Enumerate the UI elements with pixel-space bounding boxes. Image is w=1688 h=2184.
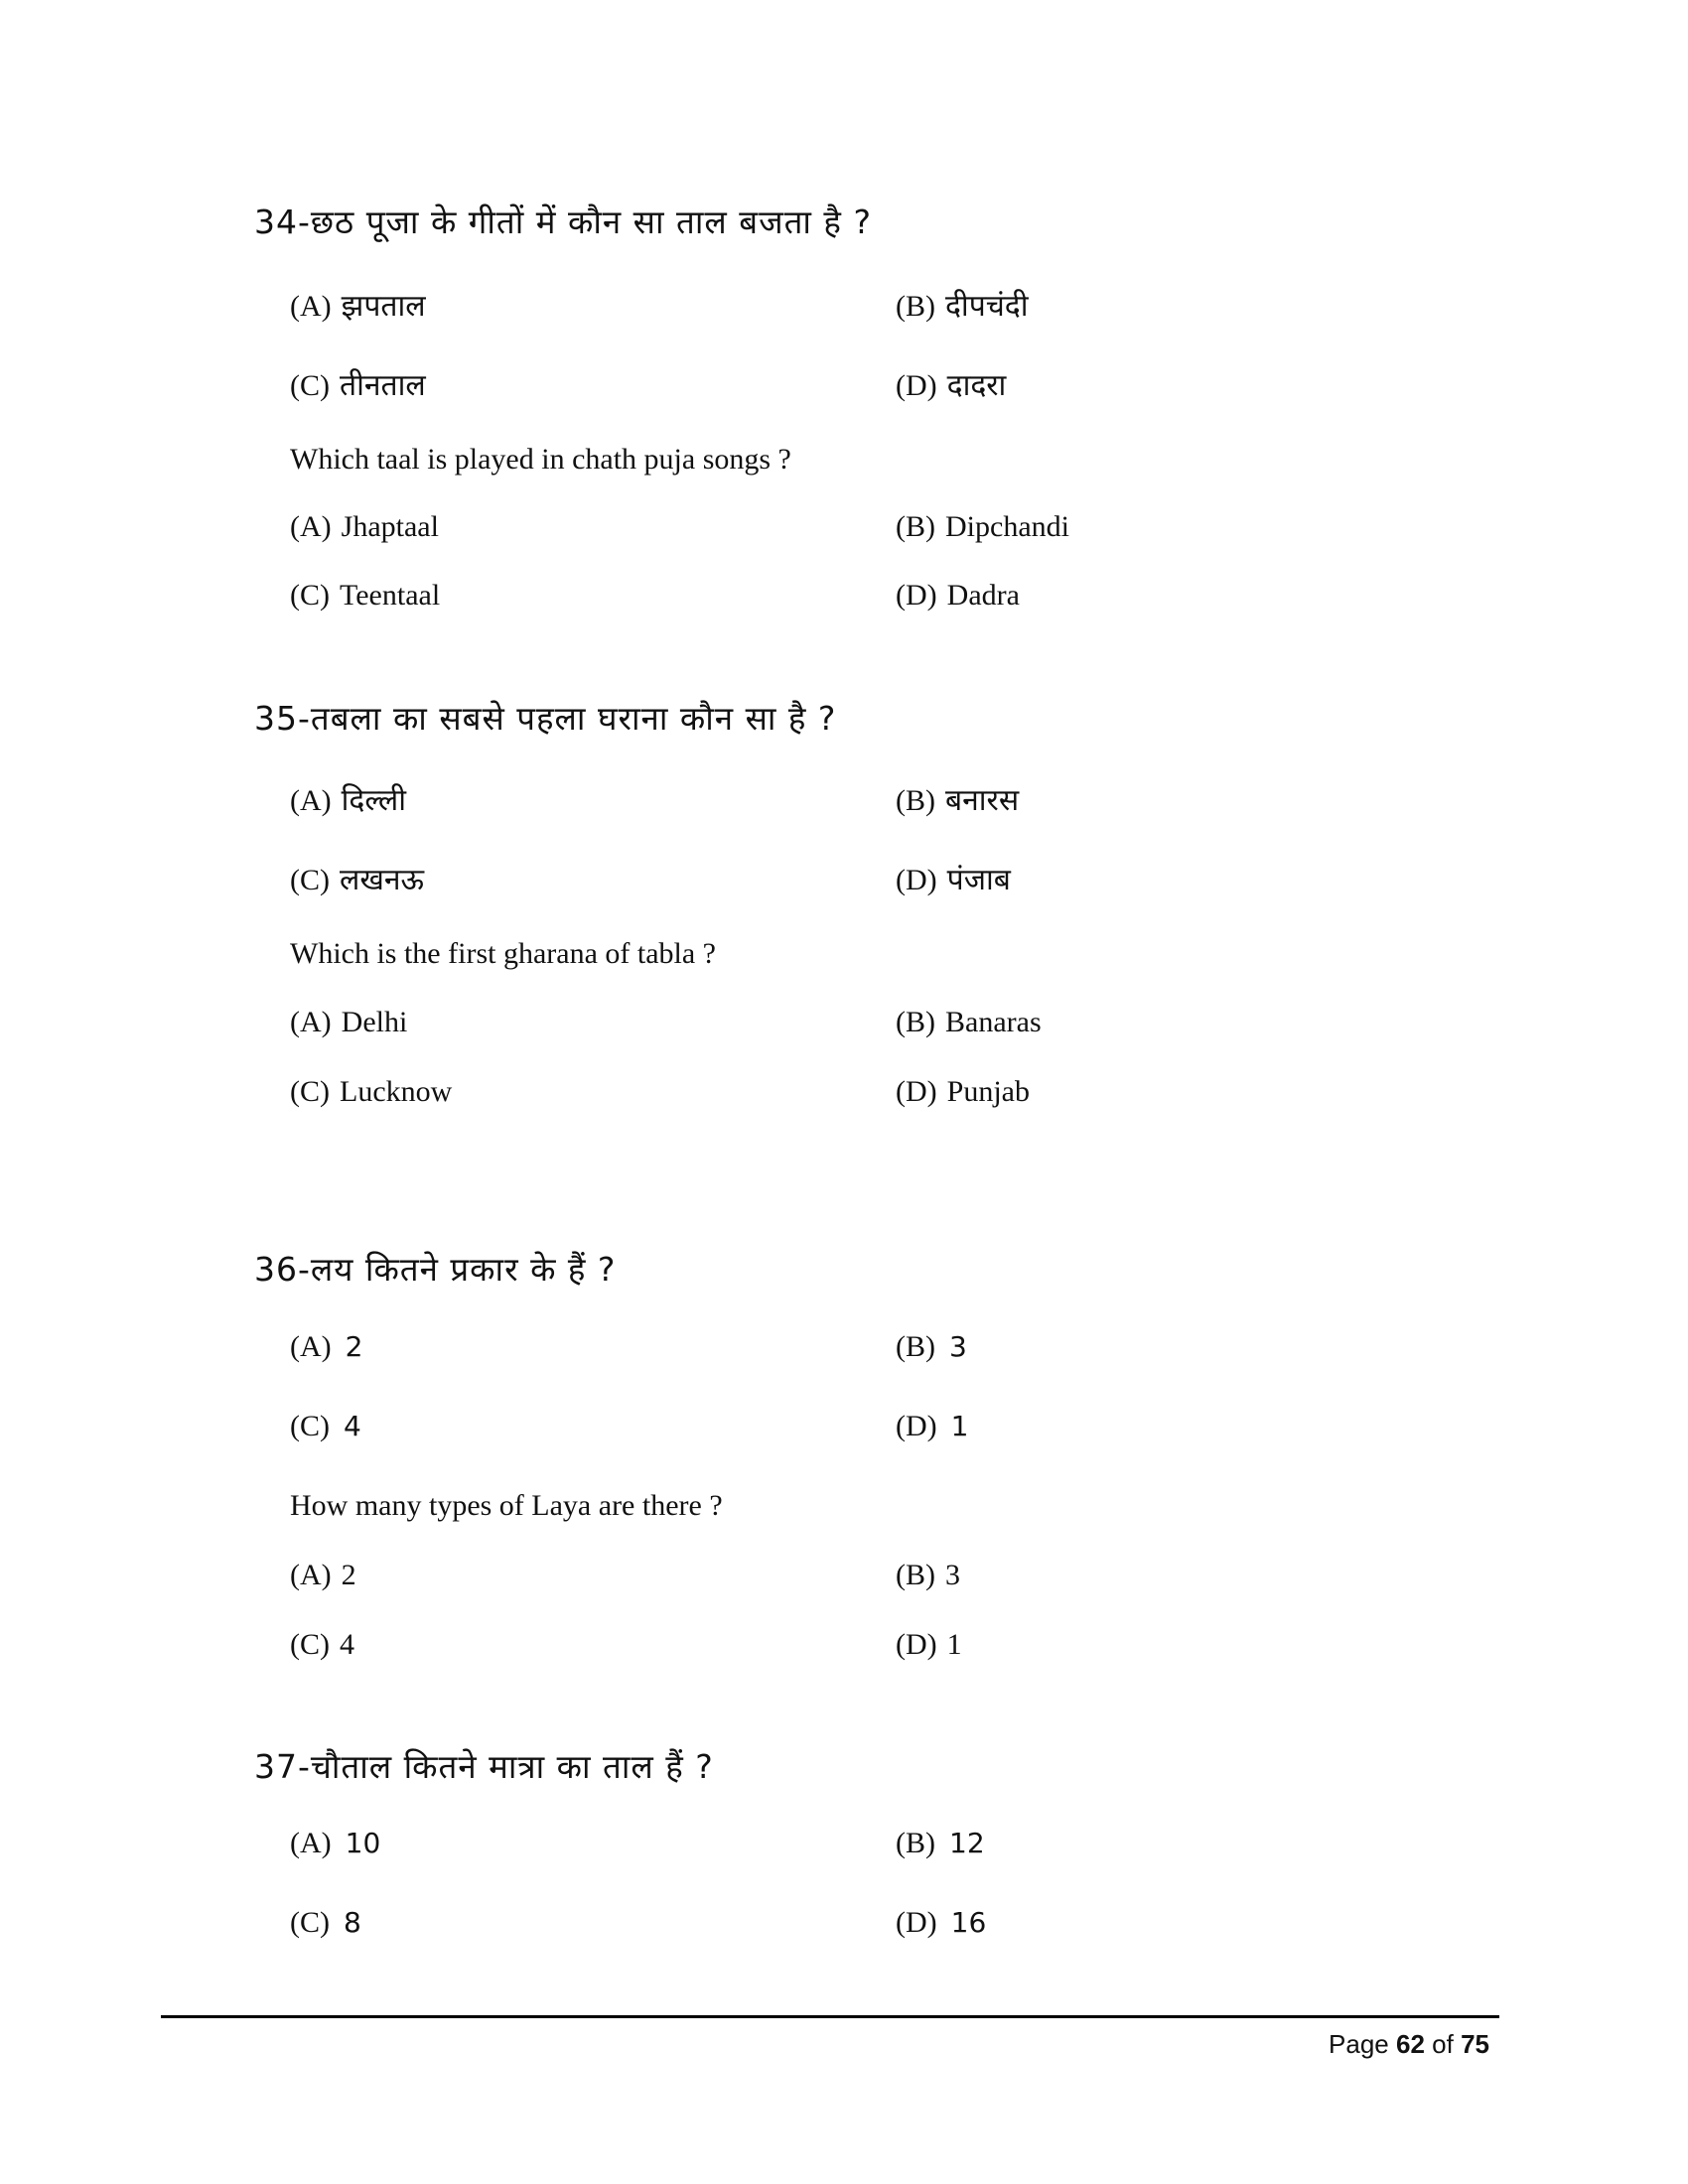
q36-hindi-option-a	[290, 1330, 362, 1364]
option-text: दीपचंदी	[945, 289, 1029, 324]
q34-english-option-d	[896, 579, 1020, 613]
option-label: (C)	[290, 1628, 330, 1661]
option-text: झपताल	[341, 289, 426, 324]
q35-english-option-b	[896, 1006, 1042, 1039]
option-label: (B)	[896, 1330, 935, 1363]
page-number	[1329, 2029, 1489, 2060]
option-text: 1	[946, 1628, 962, 1661]
option-label: (C)	[290, 1906, 330, 1939]
q36-hindi-option-b	[896, 1330, 967, 1364]
q35-english-option-d	[896, 1075, 1030, 1109]
option-label: (D)	[896, 864, 937, 896]
question-35-hindi: 35-तबला का सबसे पहला घराना कौन सा है ?	[254, 699, 837, 738]
q36-english-option-c	[290, 1628, 354, 1662]
q35-english-option-c	[290, 1075, 452, 1109]
page-current: 62	[1396, 2029, 1425, 2059]
q34-english-option-b	[896, 510, 1069, 544]
option-text: 12	[949, 1827, 985, 1859]
option-label: (D)	[896, 1906, 937, 1939]
option-text: 3	[945, 1559, 960, 1591]
option-text: 1	[950, 1410, 969, 1442]
option-label: (B)	[896, 290, 935, 323]
q35-hindi-option-c	[290, 858, 424, 898]
q35-hindi-option-a	[290, 778, 406, 819]
option-label: (A)	[290, 1827, 332, 1859]
option-text: लखनऊ	[340, 863, 425, 897]
option-label: (B)	[896, 510, 935, 543]
option-label: (D)	[896, 1410, 937, 1442]
option-text: 2	[345, 1330, 363, 1363]
question-36-english: How many types of Laya are there ?	[290, 1489, 723, 1522]
page-of: of	[1432, 2029, 1454, 2059]
option-text: 4	[344, 1410, 361, 1442]
q36-hindi-option-d	[896, 1410, 968, 1443]
option-label: (D)	[896, 1075, 937, 1108]
option-label: (C)	[290, 1075, 330, 1108]
option-text: दिल्ली	[341, 783, 406, 818]
option-label: (C)	[290, 369, 330, 402]
q36-english-option-d	[896, 1628, 962, 1662]
option-text: 10	[345, 1827, 381, 1859]
option-text: 4	[340, 1628, 354, 1661]
option-label: (B)	[896, 1559, 935, 1591]
option-text: Delhi	[341, 1006, 408, 1038]
q34-english-option-c	[290, 579, 440, 613]
option-label: (B)	[896, 1827, 935, 1859]
page-total: 75	[1461, 2029, 1489, 2059]
question-35-english: Which is the first gharana of tabla ?	[290, 937, 716, 970]
q34-english-option-a	[290, 510, 439, 544]
option-text: 2	[341, 1559, 356, 1591]
q35-hindi-option-b	[896, 778, 1019, 819]
option-text: Teentaal	[340, 579, 441, 612]
option-label: (B)	[896, 1006, 935, 1038]
q37-hindi-option-d	[896, 1906, 986, 1940]
option-label: (C)	[290, 1410, 330, 1442]
question-36-hindi: 36-लय कितने प्रकार के हैं ?	[254, 1250, 617, 1289]
option-label: (A)	[290, 1006, 332, 1038]
option-text: दादरा	[946, 368, 1007, 403]
option-text: बनारस	[945, 783, 1020, 818]
q34-hindi-option-c	[290, 363, 426, 404]
q37-hindi-option-c	[290, 1906, 361, 1940]
q34-hindi-option-a	[290, 284, 426, 325]
option-text: Banaras	[945, 1006, 1042, 1038]
option-label: (A)	[290, 290, 332, 323]
q37-hindi-option-a	[290, 1827, 380, 1860]
footer-divider	[161, 2015, 1499, 2018]
question-34-english: Which taal is played in chath puja songs ?	[290, 443, 791, 476]
q34-hindi-option-b	[896, 284, 1029, 325]
option-text: Punjab	[946, 1075, 1030, 1108]
option-label: (A)	[290, 1559, 332, 1591]
q36-english-option-b	[896, 1559, 960, 1592]
option-text: 16	[950, 1906, 987, 1939]
option-text: Dadra	[946, 579, 1020, 612]
option-text: Lucknow	[340, 1075, 453, 1108]
option-text: Dipchandi	[945, 510, 1069, 543]
option-label: (D)	[896, 1628, 937, 1661]
option-label: (C)	[290, 864, 330, 896]
option-label: (D)	[896, 579, 937, 612]
option-label: (D)	[896, 369, 937, 402]
q36-english-option-a	[290, 1559, 356, 1592]
q35-english-option-a	[290, 1006, 407, 1039]
option-text: 8	[344, 1906, 361, 1939]
q34-hindi-option-d	[896, 363, 1006, 404]
q35-hindi-option-d	[896, 858, 1011, 898]
option-label: (A)	[290, 510, 332, 543]
option-text: Jhaptaal	[341, 510, 439, 543]
option-label: (C)	[290, 579, 330, 612]
question-34-hindi: 34-छठ पूजा के गीतों में कौन सा ताल बजता है ?	[254, 203, 872, 241]
option-label: (B)	[896, 784, 935, 817]
q37-hindi-option-b	[896, 1827, 985, 1860]
option-text: पंजाब	[946, 863, 1011, 897]
q36-hindi-option-c	[290, 1410, 361, 1443]
option-text: 3	[949, 1330, 967, 1363]
option-label: (A)	[290, 784, 332, 817]
question-37-hindi: 37-चौताल कितने मात्रा का ताल हैं ?	[254, 1747, 714, 1786]
option-text: तीनताल	[340, 368, 426, 403]
option-label: (A)	[290, 1330, 332, 1363]
page-prefix: Page	[1329, 2029, 1389, 2059]
